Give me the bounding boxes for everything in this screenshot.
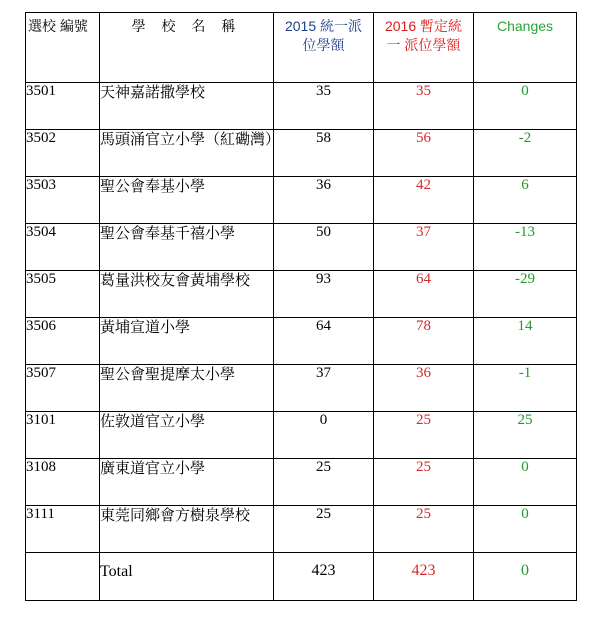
places-2015: 25 (274, 506, 374, 553)
school-code: 3506 (26, 318, 100, 365)
school-code: 3504 (26, 224, 100, 271)
table-row (26, 318, 577, 365)
school-name: 葛量洪校友會黃埔學校 (100, 271, 274, 318)
total-2016: 423 (374, 553, 474, 601)
places-2015: 0 (274, 412, 374, 459)
table-row (26, 224, 577, 271)
table-row (26, 177, 577, 224)
places-2015: 93 (274, 271, 374, 318)
places-2016: 25 (374, 412, 474, 459)
school-name: 聖公會奉基千禧小學 (100, 224, 274, 271)
places-2016: 78 (374, 318, 474, 365)
places-change: 0 (474, 83, 577, 130)
places-2016: 64 (374, 271, 474, 318)
header-2015-line2: 位學額 (302, 37, 345, 53)
header-school-name: 學 校 名 稱 (100, 13, 274, 83)
places-change: 0 (474, 459, 577, 506)
places-2016: 56 (374, 130, 474, 177)
places-2015: 36 (274, 177, 374, 224)
table-row (26, 365, 577, 412)
places-2015: 50 (274, 224, 374, 271)
school-name: 聖公會奉基小學 (100, 177, 274, 224)
places-change: 14 (474, 318, 577, 365)
school-name: 廣東道官立小學 (100, 459, 274, 506)
school-code: 3502 (26, 130, 100, 177)
places-change: -1 (474, 365, 577, 412)
school-name: 馬頭涌官立小學（紅磡灣） (100, 130, 274, 177)
places-2016: 42 (374, 177, 474, 224)
table-row (26, 506, 577, 553)
school-name: 東莞同鄉會方樹泉學校 (100, 506, 274, 553)
total-change: 0 (474, 553, 577, 601)
places-2015: 58 (274, 130, 374, 177)
total-label: Total (100, 553, 274, 601)
school-code: 3507 (26, 365, 100, 412)
places-2016: 36 (374, 365, 474, 412)
school-code: 3108 (26, 459, 100, 506)
places-change: -29 (474, 271, 577, 318)
places-2015: 37 (274, 365, 374, 412)
places-change: -13 (474, 224, 577, 271)
places-2015: 25 (274, 459, 374, 506)
header-row (26, 13, 577, 83)
places-2016: 25 (374, 506, 474, 553)
table-row (26, 459, 577, 506)
places-2016: 35 (374, 83, 474, 130)
total-code-empty (26, 553, 100, 601)
places-2016: 25 (374, 459, 474, 506)
header-2016-line1: 2016 暫定統 (384, 18, 463, 34)
school-code: 3505 (26, 271, 100, 318)
places-2015: 35 (274, 83, 374, 130)
places-change: 6 (474, 177, 577, 224)
school-name: 黃埔宣道小學 (100, 318, 274, 365)
table-row (26, 271, 577, 318)
school-code: 3501 (26, 83, 100, 130)
places-change: 25 (474, 412, 577, 459)
school-places-table (25, 12, 577, 601)
school-code: 3111 (26, 506, 100, 553)
header-2016-places (374, 13, 474, 83)
places-change: -2 (474, 130, 577, 177)
table-row (26, 130, 577, 177)
school-code: 3503 (26, 177, 100, 224)
total-row (26, 553, 577, 601)
school-name: 佐敦道官立小學 (100, 412, 274, 459)
table-row (26, 83, 577, 130)
total-2015: 423 (274, 553, 374, 601)
school-code: 3101 (26, 412, 100, 459)
school-name: 天神嘉諾撒學校 (100, 83, 274, 130)
header-2015-places (274, 13, 374, 83)
school-name: 聖公會聖提摩太小學 (100, 365, 274, 412)
header-2016-line2: 一 派位學額 (386, 37, 461, 53)
table-row (26, 412, 577, 459)
places-2015: 64 (274, 318, 374, 365)
places-change: 0 (474, 506, 577, 553)
header-changes: Changes (474, 13, 577, 83)
places-2016: 37 (374, 224, 474, 271)
header-2015-line1: 2015 統一派 (284, 18, 363, 34)
header-school-code: 選校 編號 (26, 13, 100, 83)
